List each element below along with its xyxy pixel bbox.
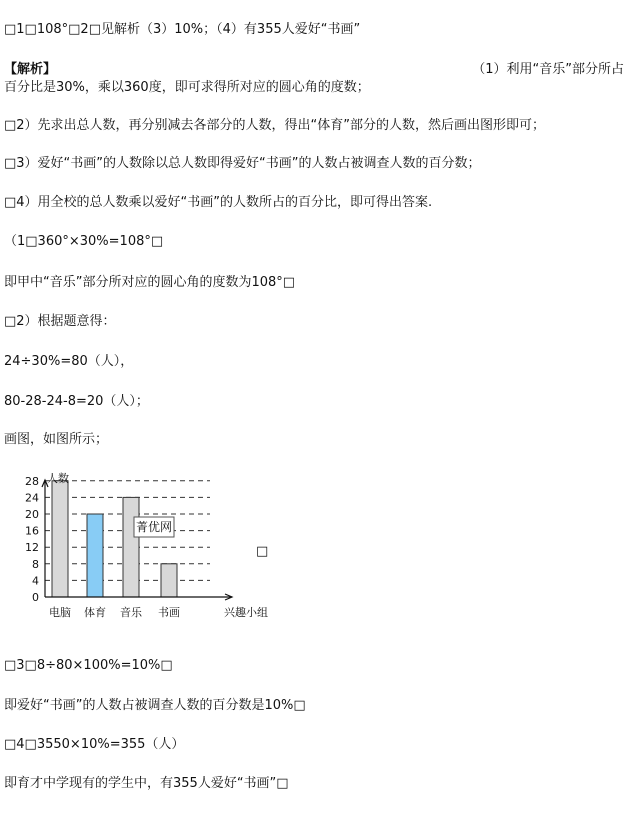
bar-1: [52, 481, 68, 597]
solution-1-conclusion: 即甲中“音乐”部分所对应的圆心角的度数为108°□: [4, 275, 296, 290]
analysis-line-1b: 百分比是30%，乘以360度，即可求得所对应的圆心角的度数；: [4, 80, 370, 95]
y-tick-label: 12: [25, 541, 39, 555]
analysis-line-4: □4）用全校的总人数乘以爱好“书画”的人数所占的百分比，即可得出答案.: [4, 195, 433, 210]
y-tick-label: 0: [32, 591, 39, 604]
watermark-text: 菁优网: [135, 520, 173, 534]
chart-trailing-mark: □: [256, 544, 269, 559]
analysis-line-3: □3）爱好“书画”的人数除以总人数即得爱好“书画”的人数占被调查人数的百分数；: [4, 156, 481, 171]
solution-3-conclusion: 即爱好“书画”的人数占被调查人数的百分数是10%□: [4, 698, 306, 713]
category-label: 体育: [84, 606, 106, 619]
y-tick-label: 4: [32, 574, 39, 588]
y-tick-label: 8: [32, 557, 39, 571]
y-tick-label: 24: [25, 491, 39, 505]
analysis-heading: 【解析】: [4, 62, 57, 77]
category-label: 电脑: [49, 606, 71, 619]
answer-line: □1□108°□2□见解析（3）10%；（4）有355人爱好“书画”: [4, 22, 361, 37]
solution-1-calc: （1□360°×30%=108°□: [4, 234, 164, 249]
y-tick-label: 20: [25, 508, 39, 521]
y-axis-label: 人数: [47, 472, 69, 485]
category-label: 音乐: [120, 606, 142, 619]
solution-2-calc-2: 80-28-24-8=20（人）；: [4, 394, 149, 409]
bar-4: [161, 564, 177, 597]
solution-2-draw: 画图，如图所示；: [4, 432, 109, 447]
analysis-line-1a: （1）利用“音乐”部分所占: [472, 62, 624, 77]
bar-chart: [10, 470, 280, 635]
solution-2-calc-1: 24÷30%=80（人），: [4, 354, 134, 369]
bar-2: [87, 514, 103, 597]
y-tick-label: 28: [25, 474, 39, 488]
x-axis-label: 兴趣小组: [224, 606, 268, 619]
solution-2-intro: □2）根据题意得：: [4, 314, 116, 329]
category-label: 书画: [158, 606, 180, 619]
solution-4-conclusion: 即育才中学现有的学生中，有355人爱好“书画”□: [4, 776, 289, 791]
y-tick-label: 16: [25, 524, 39, 538]
solution-3-calc: □3□8÷80×100%=10%□: [4, 658, 173, 673]
solution-4-calc: □4□3550×10%=355（人）: [4, 737, 185, 752]
bar-3: [123, 497, 139, 597]
analysis-line-2: □2）先求出总人数，再分别减去各部分的人数，得出“体育”部分的人数，然后画出图形即可；: [4, 118, 546, 133]
